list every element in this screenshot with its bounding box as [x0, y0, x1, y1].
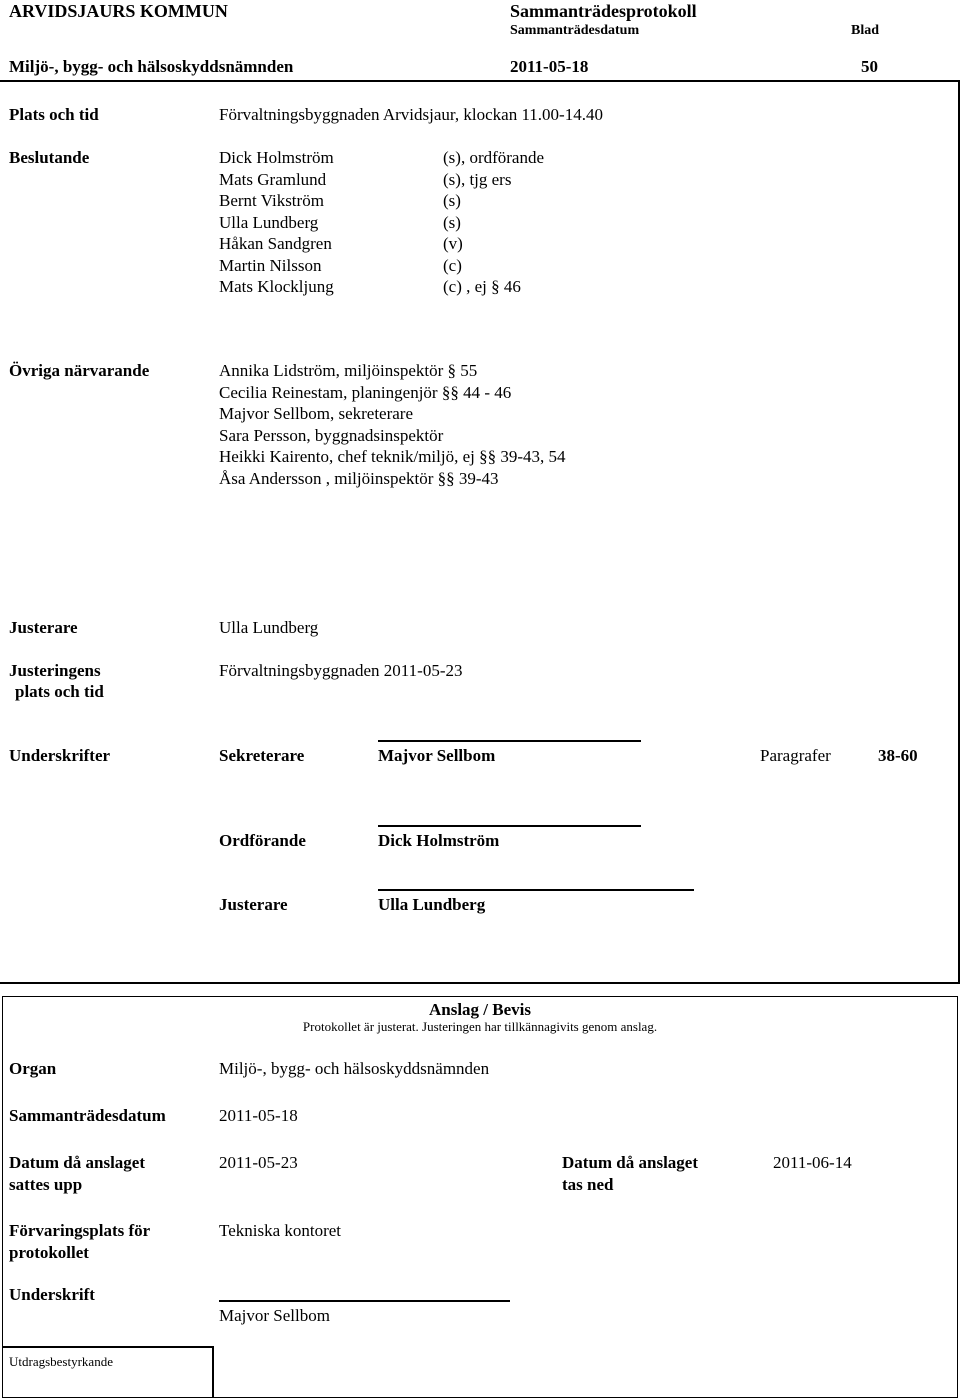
paragraphs-value: 38-60 — [878, 746, 918, 765]
place-time-value: Förvaltningsbyggnaden Arvidsjaur, klockan 11.00-14.40 — [219, 105, 603, 124]
main-box-bottom-border — [0, 982, 960, 984]
page-label: Blad — [851, 23, 880, 38]
other-present-item: Majvor Sellbom, sekreterare — [219, 404, 414, 423]
others-present-list — [219, 360, 566, 489]
posted-date-label: Datum då anslaget — [9, 1153, 146, 1172]
decider-name: Mats Gramlund — [219, 169, 327, 189]
committee-name: Miljö-, bygg- och hälsoskyddsnämnden — [9, 57, 294, 76]
notice-meeting-date-value: 2011-05-18 — [219, 1106, 298, 1125]
decider-name: Håkan Sandgren — [219, 234, 332, 253]
meeting-date-label: Sammanträdesdatum — [510, 23, 640, 38]
decider-roles — [443, 147, 544, 298]
decider-role: (s), tjg ers — [443, 169, 512, 189]
secretary-signature-line — [378, 740, 641, 742]
signature-name: Majvor Sellbom — [219, 1306, 330, 1325]
other-present-item: Heikki Kairento, chef teknik/miljö, ej §§ 39-43, 54 — [219, 447, 566, 466]
other-present-item: Annika Lidström, miljöinspektör § 55 — [219, 361, 478, 380]
storage-label-2: protokollet — [9, 1243, 89, 1262]
extract-certification-label: Utdragsbestyrkande — [9, 1354, 113, 1369]
decider-role: (c) — [443, 255, 462, 275]
decider-role: (c) , ej § 46 — [443, 277, 521, 296]
decider-name: Bernt Vikström — [219, 191, 324, 210]
chair-name: Dick Holmström — [378, 831, 500, 850]
page-number: 50 — [861, 57, 878, 76]
signature-label: Underskrift — [9, 1285, 95, 1304]
notice-title: Anslag / Bevis — [428, 1000, 532, 1019]
adjust-place-label-2: plats och tid — [15, 682, 104, 701]
decider-names — [219, 147, 334, 298]
municipality-name: ARVIDSJAURS KOMMUN — [9, 1, 228, 21]
decider-name: Dick Holmström — [219, 148, 334, 167]
extract-cell-top — [2, 1346, 214, 1348]
removed-date-label-2: tas ned — [562, 1175, 614, 1194]
notice-meeting-date-label: Sammanträdesdatum — [9, 1106, 166, 1125]
chair-signature-line — [378, 825, 641, 827]
document-title: Sammanträdesprotokoll — [510, 1, 697, 21]
notice-signature-line — [219, 1300, 510, 1302]
place-time-label: Plats och tid — [9, 105, 99, 124]
decider-role: (s) — [443, 212, 461, 232]
other-present-item: Cecilia Reinestam, planingenjör §§ 44 - 46 — [219, 382, 512, 402]
secretary-role: Sekreterare — [219, 746, 305, 765]
adjust-place-label: Justeringens — [9, 661, 101, 680]
adjuster-role: Justerare — [219, 895, 288, 914]
organ-label: Organ — [9, 1059, 57, 1078]
decider-role: (s), ordförande — [443, 148, 545, 167]
adjuster-signature-line — [378, 889, 694, 891]
decider-name: Martin Nilsson — [219, 255, 322, 275]
adjuster-value: Ulla Lundberg — [219, 618, 319, 637]
deciders-label: Beslutande — [9, 148, 90, 167]
signatures-label: Underskrifter — [9, 746, 111, 765]
decider-role: (v) — [443, 234, 463, 253]
chair-role: Ordförande — [219, 831, 306, 850]
notice-box — [2, 996, 958, 1398]
meeting-date: 2011-05-18 — [510, 57, 589, 76]
other-present-item: Sara Persson, byggnadsinspektör — [219, 425, 444, 445]
others-present-label: Övriga närvarande — [9, 361, 150, 380]
removed-date-label: Datum då anslaget — [562, 1153, 699, 1172]
adjuster-name: Ulla Lundberg — [378, 895, 486, 914]
posted-date-label-2: sattes upp — [9, 1175, 83, 1194]
posted-date-value: 2011-05-23 — [219, 1153, 298, 1172]
storage-label: Förvaringsplats för — [9, 1221, 151, 1240]
paragraphs-label: Paragrafer — [760, 746, 831, 765]
organ-value: Miljö-, bygg- och hälsoskyddsnämnden — [219, 1059, 490, 1078]
adjust-place-value: Förvaltningsbyggnaden 2011-05-23 — [219, 661, 463, 680]
adjuster-label: Justerare — [9, 618, 78, 637]
removed-date-value: 2011-06-14 — [773, 1153, 852, 1172]
notice-box-divider — [212, 1346, 214, 1397]
notice-subtitle: Protokollet är justerat. Justeringen har tillkännagivits genom anslag. — [302, 1019, 658, 1034]
header-rule — [0, 80, 960, 82]
decider-role: (s) — [443, 191, 461, 210]
secretary-name: Majvor Sellbom — [378, 746, 496, 765]
decider-name: Mats Klockljung — [219, 277, 334, 296]
storage-value: Tekniska kontoret — [219, 1221, 342, 1240]
decider-name: Ulla Lundberg — [219, 212, 319, 232]
other-present-item: Åsa Andersson , miljöinspektör §§ 39-43 — [219, 468, 499, 488]
